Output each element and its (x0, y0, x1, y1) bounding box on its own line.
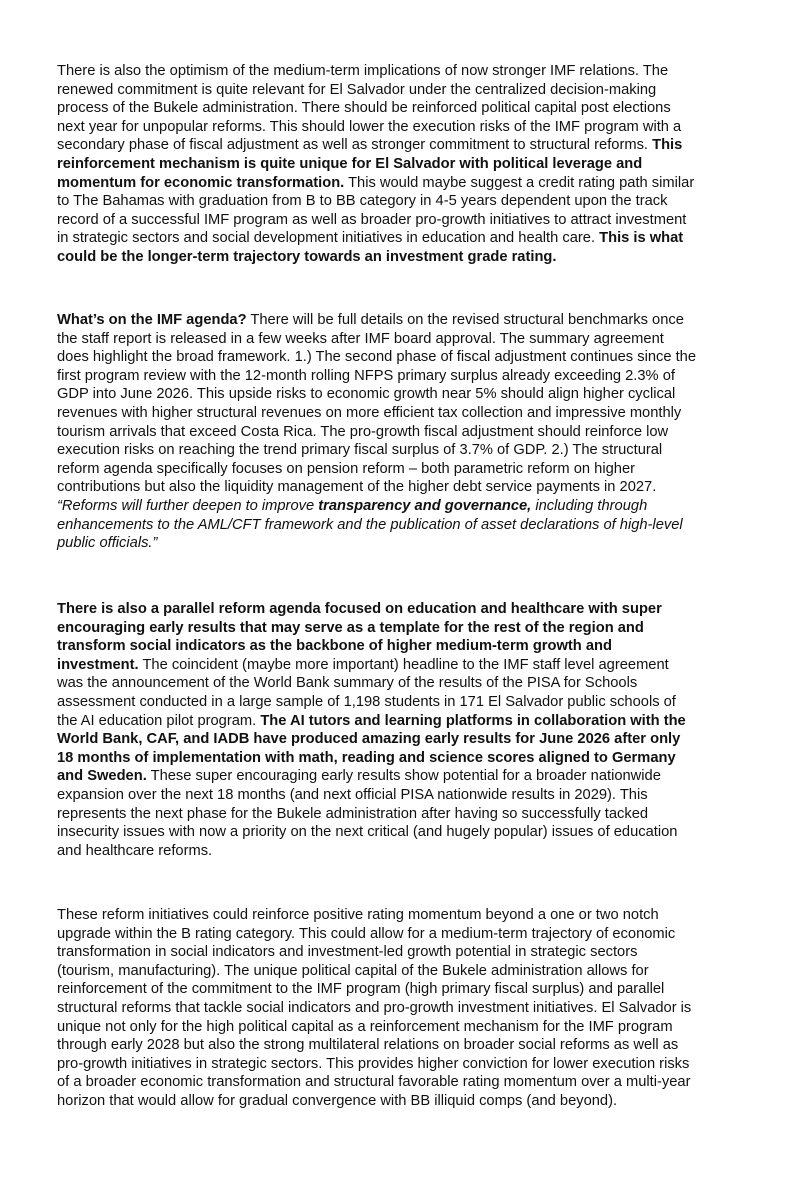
text-segment: There is also the optimism of the medium-term implications of now stronger IMF relations. The renewed commitment is quite relevant for El Salvador under the centralized decision-making process of the Bukele administration. There should be reinforced political capital post elections next year for unpopular reforms. This should lower the execution risks of the IMF program with a secondary phase of fiscal adjustment as well as stronger commitment to structural reforms. (57, 63, 682, 154)
paragraph-imf-optimism (57, 62, 697, 267)
paragraph-imf-agenda (57, 311, 697, 553)
text-segment: These reform initiatives could reinforce positive rating momentum beyond a one or two notch upgrade within the B rating category. This could allow for a medium-term trajectory of economic transformation in social indicators and investment-led growth potential in strategic sectors (tourism, manufacturing). The unique political capital of the Bukele administration allows for reinforcement of the commitment to the IMF program (high primary fiscal surplus) and parallel structural reforms that tackle social indicators and pro-growth investment initiatives. El Salvador is unique not only for the high political capital as a reinforcement mechanism for the IMF program through early 2028 but also the strong multilateral relations on broader social reforms as well as pro-growth initiatives in strategic sectors. This provides higher conviction for lower execution risks of a broader economic transformation and structural favorable rating momentum over a multi-year horizon that would allow for gradual convergence with BB illiquid comps (and beyond). (57, 907, 692, 1109)
text-segment: These super encouraging early results show potential for a broader nationwide expansion over the next 18 months (and next official PISA nationwide results in 2029). This represents the next phase for the Bukele administration after having so successfully tacked insecurity issues with now a priority on the next critical (and hugely popular) issues of education and healthcare reforms. (57, 768, 678, 859)
italic-quote-segment: including through enhancements to the AML/CFT framework and the publication of asset declarations of high-level public officials.” (57, 497, 683, 552)
italic-quote-segment: “Reforms will further deepen to improve (57, 497, 319, 514)
paragraph-education-healthcare (57, 600, 697, 860)
bold-text-segment: What’s on the IMF agenda? (57, 312, 247, 328)
text-segment: There will be full details on the revised structural benchmarks once the staff report is released in a few weeks after IMF board approval. The summary agreement does highlight the broad framework. 1.) The second phase of fiscal adjustment continues since the first program review with the 12-month rolling NFPS primary surplus already exceeding 2.3% of GDP into June 2026. This upside risks to economic growth near 5% should align higher cyclical revenues with higher structural revenues on more efficient tax collection and impressive monthly tourism arrivals that exceed Costa Rica. The pro-growth fiscal adjustment should reinforce low execution risks on reaching the trend primary fiscal surplus of 3.7% of GDP. 2.) The structural reform agenda specifically focuses on pension reform – both parametric reform on higher contributions but also the liquidity management of the higher debt service payments in 2027. (57, 312, 697, 496)
text-segment: This would maybe suggest a credit rating path similar to The Bahamas with graduation from B to BB category in 4-5 years dependent upon the track record of a successful IMF program as well as broader pro-growth initiatives to attract investment in strategic sectors and social development initiatives in education and health care. (57, 174, 695, 247)
text-segment: The coincident (maybe more important) headline to the IMF staff level agreement was the announcement of the World Bank summary of the results of the PISA for Schools assessment conducted in a large sample of 1,198 students in 171 El Salvador public schools of the AI education pilot program. (57, 656, 676, 729)
bold-text-segment: This is what could be the longer-term trajectory towards an investment grade rating. (57, 230, 684, 265)
bold-italic-quote-segment: transparency and governance, (318, 497, 532, 514)
bold-text-segment: The AI tutors and learning platforms in collaboration with the World Bank, CAF, and IADB have produced amazing early results for June 2026 after only 18 months of implementation with math, reading and science scores aligned to Germany and Sweden. (57, 712, 686, 785)
paragraph-rating-momentum (57, 906, 697, 1111)
bold-text-segment: This reinforcement mechanism is quite unique for El Salvador with political leverage and momentum for economic transformation. (57, 137, 683, 191)
bold-text-segment: There is also a parallel reform agenda focused on education and healthcare with super encouraging early results that may serve as a template for the rest of the region and transform social indicators as the backbone of higher medium-term growth and investment. (57, 601, 662, 673)
